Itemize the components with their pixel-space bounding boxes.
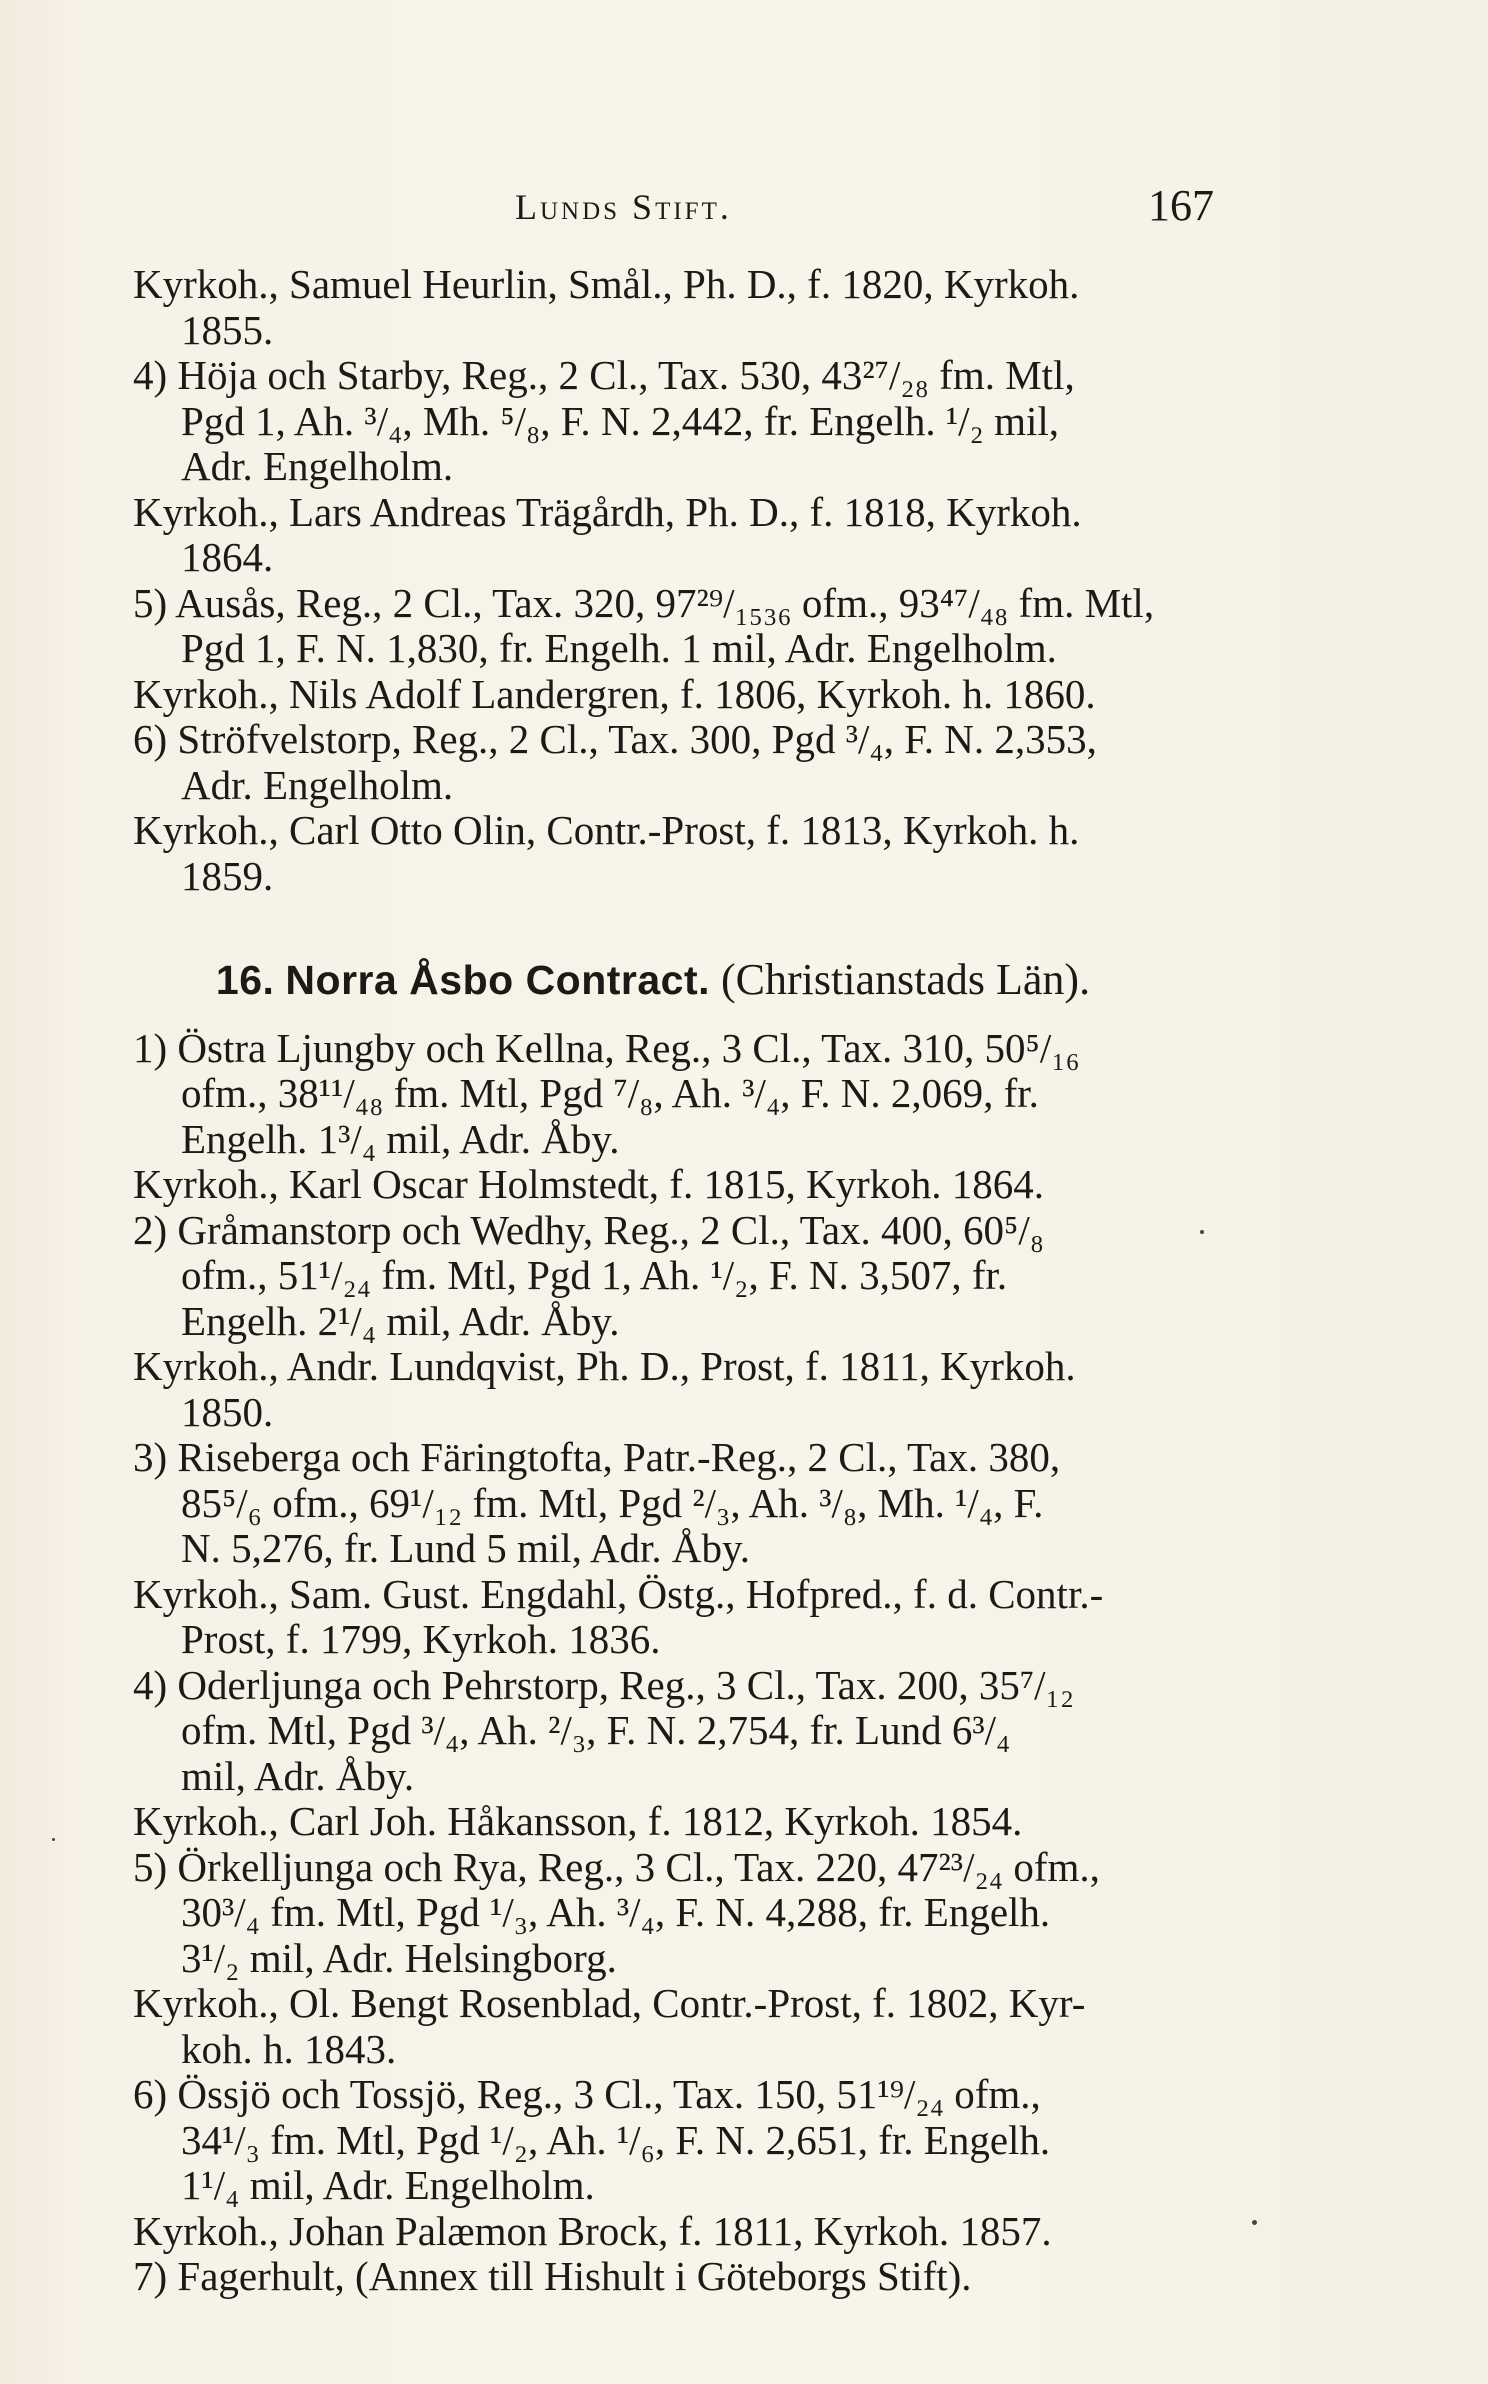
text-line: Kyrkoh., Sam. Gust. Engdahl, Östg., Hofpred., f. d. Contr.- (133, 1570, 1104, 1617)
section-title: Norra Åsbo Contract. (285, 957, 711, 1003)
text-line: N. 5,276, fr. Lund 5 mil, Adr. Åby. (181, 1525, 751, 1571)
entry-line: 4) Oderljunga och Pehrstorp, Reg., 3 Cl., Tax. 200, 35⁷/₁₂ (133, 1661, 1075, 1708)
entry-line: 2) Gråmanstorp och Wedhy, Reg., 2 Cl., Tax. 400, 60⁵/₈ (133, 1206, 1045, 1253)
entry-line: 6) Össjö och Tossjö, Reg., 3 Cl., Tax. 150, 51¹⁹/₂₄ ofm., (133, 2071, 1041, 2117)
entry-line: 7) Fagerhult, (Annex till Hishult i Göteborgs Stift). (133, 2253, 972, 2299)
text-line: 1¹/₄ mil, Adr. Engelholm. (181, 2162, 595, 2208)
text-line: Kyrkoh., Nils Adolf Landergren, f. 1806, Kyrkoh. h. 1860. (133, 670, 1096, 717)
text-line: 85⁵/₆ ofm., 69¹/₁₂ fm. Mtl, Pgd ²/₃, Ah. ³/₈, Mh. ¹/₄, F. (181, 1479, 1044, 1526)
text-line: Kyrkoh., Ol. Bengt Rosenblad, Contr.-Prost, f. 1802, Kyr- (133, 1980, 1086, 2026)
text-line: Engelh. 2¹/₄ mil, Adr. Åby. (181, 1297, 620, 1344)
running-header (0, 181, 1488, 238)
text-line: Kyrkoh., Carl Otto Olin, Contr.-Prost, f. 1813, Kyrkoh. h. (133, 807, 1080, 853)
entry-line: 5) Ausås, Reg., 2 Cl., Tax. 320, 97²⁹/₁₅₃₆ ofm., 93⁴⁷/₄₈ fm. Mtl, (133, 579, 1155, 626)
text-line: Adr. Engelholm. (181, 443, 454, 489)
text-line: ofm., 51¹/₂₄ fm. Mtl, Pgd 1, Ah. ¹/₂, F. N. 3,507, fr. (181, 1252, 1008, 1298)
text-line: Adr. Engelholm. (181, 761, 454, 808)
body-text (133, 262, 1253, 2300)
text-line: Prost, f. 1799, Kyrkoh. 1836. (181, 1616, 661, 1662)
entry-line: 3) Riseberga och Färingtofta, Patr.-Reg., 2 Cl., Tax. 380, (133, 1434, 1061, 1480)
text-line: Kyrkoh., Lars Andreas Trägårdh, Ph. D., f. 1818, Kyrkoh. (133, 488, 1082, 535)
ink-speck (1200, 1230, 1204, 1234)
text-line: 1859. (181, 852, 274, 899)
text-line: Kyrkoh., Samuel Heurlin, Smål., Ph. D., f. 1820, Kyrkoh. (133, 261, 1080, 307)
text-line: Kyrkoh., Andr. Lundqvist, Ph. D., Prost, f. 1811, Kyrkoh. (133, 1343, 1076, 1389)
section-number: 16. (215, 957, 275, 1003)
section-subtitle: (Christianstads Län). (721, 955, 1091, 1004)
text-line: 34¹/₃ fm. Mtl, Pgd ¹/₂, Ah. ¹/₆, F. N. 2,651, fr. Engelh. (181, 2116, 1051, 2163)
text-line: mil, Adr. Åby. (181, 1752, 415, 1799)
text-line: 1850. (181, 1388, 274, 1435)
text-line: koh. h. 1843. (181, 2025, 397, 2072)
text-line: 1855. (181, 306, 274, 353)
text-line: 1864. (181, 534, 274, 580)
text-line: Kyrkoh., Karl Oscar Holmstedt, f. 1815, Kyrkoh. 1864. (133, 1161, 1044, 1207)
text-line: Pgd 1, Ah. ³/₄, Mh. ⁵/₈, F. N. 2,442, fr. Engelh. ¹/₂ mil, (181, 397, 1060, 444)
text-line: 30³/₄ fm. Mtl, Pgd ¹/₃, Ah. ³/₄, F. N. 4,288, fr. Engelh. (181, 1889, 1051, 1935)
text-line: ofm., 38¹¹/₄₈ fm. Mtl, Pgd ⁷/₈, Ah. ³/₄, F. N. 2,069, fr. (181, 1070, 1039, 1116)
text-line: Kyrkoh., Carl Joh. Håkansson, f. 1812, Kyrkoh. 1854. (133, 1798, 1023, 1844)
ink-speck (1252, 2220, 1257, 2225)
entry-line: 4) Höja och Starby, Reg., 2 Cl., Tax. 530, 43²⁷/₂₈ fm. Mtl, (133, 352, 1075, 398)
page-number: 167 (1148, 181, 1214, 230)
entry-line: 1) Östra Ljungby och Kellna, Reg., 3 Cl., Tax. 310, 50⁵/₁₆ (133, 1024, 1080, 1071)
text-line: Kyrkoh., Johan Palæmon Brock, f. 1811, Kyrkoh. 1857. (133, 2207, 1052, 2254)
ink-speck (52, 1838, 55, 1841)
text-line: ofm. Mtl, Pgd ³/₄, Ah. ²/₃, F. N. 2,754, fr. Lund 6³/₄ (181, 1707, 1011, 1753)
running-title: Lunds Stift. (515, 187, 732, 227)
text-line: Pgd 1, F. N. 1,830, fr. Engelh. 1 mil, Adr. Engelholm. (181, 625, 1057, 671)
entry-line: 6) Ströfvelstorp, Reg., 2 Cl., Tax. 300, Pgd ³/₄, F. N. 2,353, (133, 716, 1097, 762)
text-line: Engelh. 1³/₄ mil, Adr. Åby. (181, 1115, 620, 1162)
section-heading (133, 957, 1253, 1004)
text-line: 3¹/₂ mil, Adr. Helsingborg. (181, 1934, 617, 1981)
entry-line: 5) Örkelljunga och Rya, Reg., 3 Cl., Tax. 220, 47²³/₂₄ ofm., (133, 1843, 1100, 1890)
